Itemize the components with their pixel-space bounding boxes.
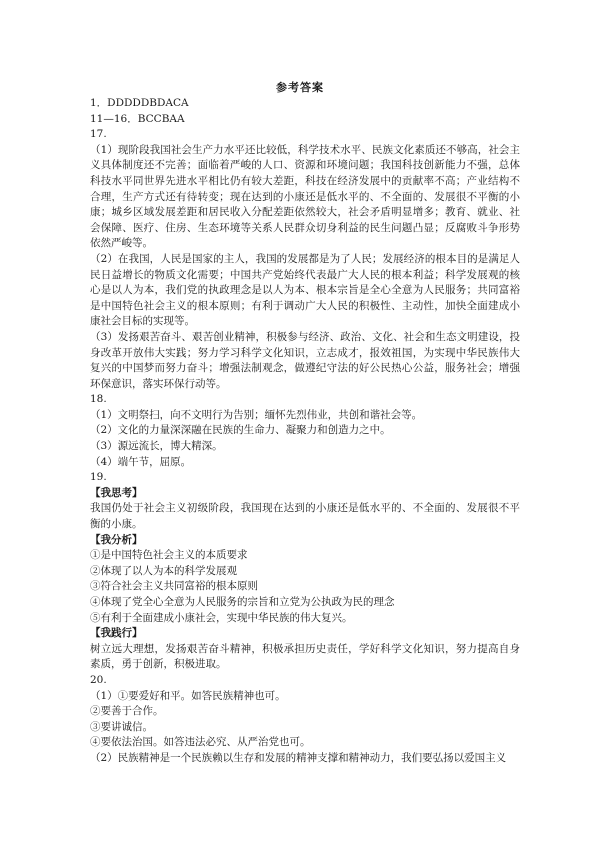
answer-content [90, 96, 520, 767]
q20-answer-item: ④要依法治国。如答违法必究、从严治党也可。 [90, 736, 311, 749]
q19-analyze-item: ⑤有利于全面建成小康社会，实现中华民族的伟大复兴。 [90, 611, 353, 624]
q20-answer-item: ③要讲诚信。 [90, 720, 153, 733]
q20-answer-tail: （2）民族精神是一个民族赖以生存和发展的精神支撑和精神动力，我们要弘扬以爱国主义 [90, 751, 507, 764]
q19-think-text: 我国仍处于社会主义初级阶段，我国现在达到的小康还是低水平的、不全面的、发展很不平衡的小康。 [90, 502, 520, 531]
q18-number: 18. [90, 393, 107, 406]
q19-analyze-item: ④体现了党全心全意为人民服务的宗旨和立党为公执政为民的理念 [90, 596, 395, 608]
q17-answer-1: （1）现阶段我国社会生产力水平还比较低，科学技术水平、民族文化素质还不够高，社会主义具体制度还不完善；面临着严峻的人口、资源和环境问题；我国科技创新能力不强，总体科技水平同世界先进水平相比仍有较大差距，科技在经济发展中的贡献率不高；产业结构不合理，生产方式还有待转变；现在达到的小康还是低水平的、不全面的、发展很不平衡的小康；城乡区域发展差距和居民收入分配差距依然较大，社会矛盾明显增多；教育、就业、社会保障、医疗、住房、生态环境等关系人民群众切身利益的民生问题凸显；反腐败斗争形势依然严峻等。 [90, 143, 520, 250]
q20-answer-item: ②要善于合作。 [90, 705, 164, 718]
q18-answer-1: （1）文明祭扫，向不文明行为告别；缅怀先烈伟业，共创和谐社会等。 [90, 408, 423, 421]
mc-answers-1-10: 1．DDDDDBDACA [90, 97, 189, 109]
q18-answer-4: （4）端午节，屈原。 [90, 455, 192, 468]
q20-answer-item: （1）①要爱好和平。如答民族精神也可。 [90, 689, 286, 702]
q17-number: 17. [90, 128, 107, 141]
q19-think-heading: 【我思考】 [90, 486, 143, 499]
page-title: 参考答案 [276, 81, 324, 94]
q17-answer-3: （3）发扬艰苦奋斗、艰苦创业精神，积极参与经济、政治、文化、社会和生态文明建设，投身改革开放伟大实践；努力学习科学文化知识，立志成才，报效祖国，为实现中华民族伟大复兴的中国梦而努力奋斗；增强法制观念，做遵纪守法的好公民热心公益，服务社会；增强环保意识，落实环保行动等。 [90, 330, 520, 390]
q18-answer-3: （3）源远流长，博大精深。 [90, 440, 223, 453]
q19-practice-heading: 【我践行】 [90, 627, 143, 640]
q19-number: 19. [90, 471, 107, 484]
q19-practice-text: 树立远大理想，发扬艰苦奋斗精神，积极承担历史责任，学好科学文化知识，努力提高自身素质，勇于创新，积极进取。 [90, 642, 520, 671]
q19-analyze-item: ②体现了以人为本的科学发展观 [90, 564, 237, 577]
q19-analyze-item: ③符合社会主义共同富裕的根本原则 [90, 580, 258, 593]
q19-analyze-heading: 【我分析】 [90, 533, 143, 546]
q20-number: 20. [90, 673, 107, 686]
q17-answer-2: （2）在我国，人民是国家的主人，我国的发展都是为了人民；发展经济的根本目的是满足人民日益增长的物质文化需要；中国共产党始终代表最广大人民的根本利益；科学发展观的核心是以人为本，我们党的执政理念是以人为本、根本宗旨是全心全意为人民服务；共同富裕是中国特色社会主义的根本原则；有利于调动广大人民的积极性、主动性，加快全面建成小康社会目标的实现等。 [90, 252, 520, 328]
q18-answer-2: （2）文化的力量深深融在民族的生命力、凝聚力和创造力之中。 [90, 424, 391, 437]
mc-answers-11-16: 11—16．BCCBAA [90, 112, 185, 125]
q19-analyze-item: ①是中国特色社会主义的本质要求 [90, 549, 248, 562]
